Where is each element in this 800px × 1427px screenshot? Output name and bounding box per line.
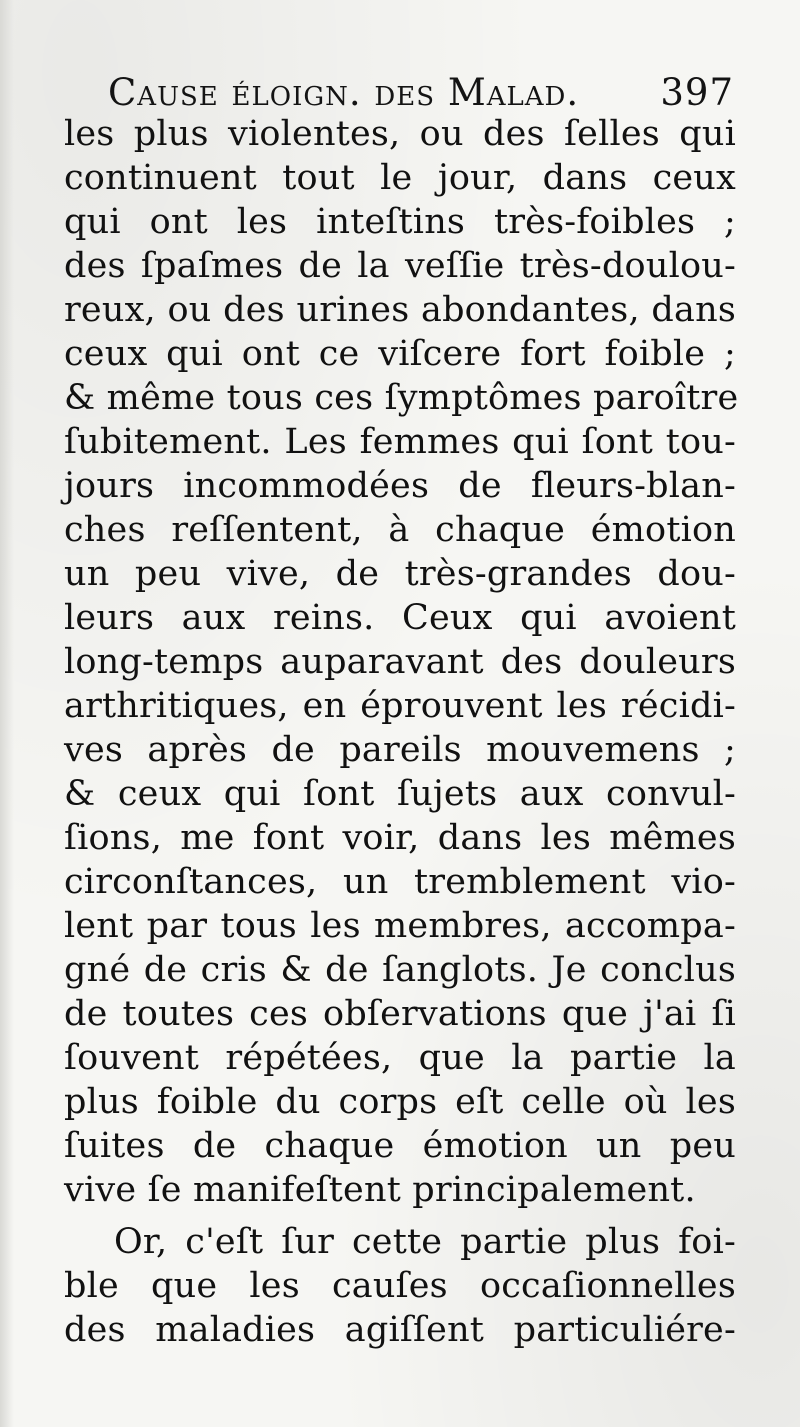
- text-line: ſuites de chaque émotion un peu: [64, 1126, 736, 1166]
- text-line: ſouvent répétées, que la partie la: [64, 1038, 736, 1078]
- text-line: vive ſe manifeſtent principalement.: [64, 1170, 696, 1210]
- text-line: des maladies agiſſent particuliére-: [64, 1310, 736, 1350]
- text-line: ches reſſentent, à chaque émotion: [64, 510, 736, 550]
- text-line: ceux qui ont ce viſcere fort foible ;: [64, 334, 736, 374]
- text-line: circonſtances, un tremblement vio-: [64, 862, 736, 902]
- text-line: plus foible du corps eſt celle où les: [64, 1082, 736, 1122]
- text-line: ſions, me font voir, dans les mêmes: [64, 818, 736, 858]
- text-line: qui ont les inteſtins très-foibles ;: [64, 202, 736, 242]
- text-line: des ſpaſmes de la veſſie très-doulou-: [64, 246, 736, 286]
- paragraph-1: [64, 112, 739, 1212]
- page-number: 397: [660, 71, 734, 114]
- paragraph-2: [64, 1220, 736, 1352]
- page-edge-shadow: [0, 0, 14, 1427]
- text-line: jours incommodées de fleurs-blan-: [64, 466, 736, 506]
- text-line: continuent tout le jour, dans ceux: [64, 158, 736, 198]
- text-line: ble que les cauſes occaſionnelles: [64, 1266, 736, 1306]
- text-line: de toutes ces obſervations que j'ai ſi: [64, 994, 736, 1034]
- running-head-title: Cause éloign. des Malad.: [108, 71, 580, 114]
- text-line: Or, c'eſt ſur cette partie plus foi-: [114, 1222, 736, 1262]
- text-line: long-temps auparavant des douleurs: [64, 642, 736, 682]
- text-line: les plus violentes, ou des ſelles qui: [64, 114, 736, 154]
- text-line: & ceux qui ſont ſujets aux convul-: [64, 774, 736, 814]
- text-line: lent par tous les membres, accompa-: [64, 906, 736, 946]
- text-line: un peu vive, de très-grandes dou-: [64, 554, 736, 594]
- text-line: ſubitement. Les femmes qui ſont tou-: [64, 422, 736, 462]
- text-line: arthritiques, en éprouvent les récidi-: [64, 686, 736, 726]
- text-line: reux, ou des urines abondantes, dans: [64, 290, 736, 330]
- paragraph-gap: [64, 1212, 736, 1220]
- text-line: ves après de pareils mouvemens ;: [64, 730, 736, 770]
- body-text: [64, 112, 739, 1352]
- running-head: [108, 68, 748, 118]
- text-line: leurs aux reins. Ceux qui avoient: [64, 598, 736, 638]
- text-line: & même tous ces ſymptômes paroître: [64, 378, 739, 418]
- text-line: gné de cris & de ſanglots. Je conclus: [64, 950, 736, 990]
